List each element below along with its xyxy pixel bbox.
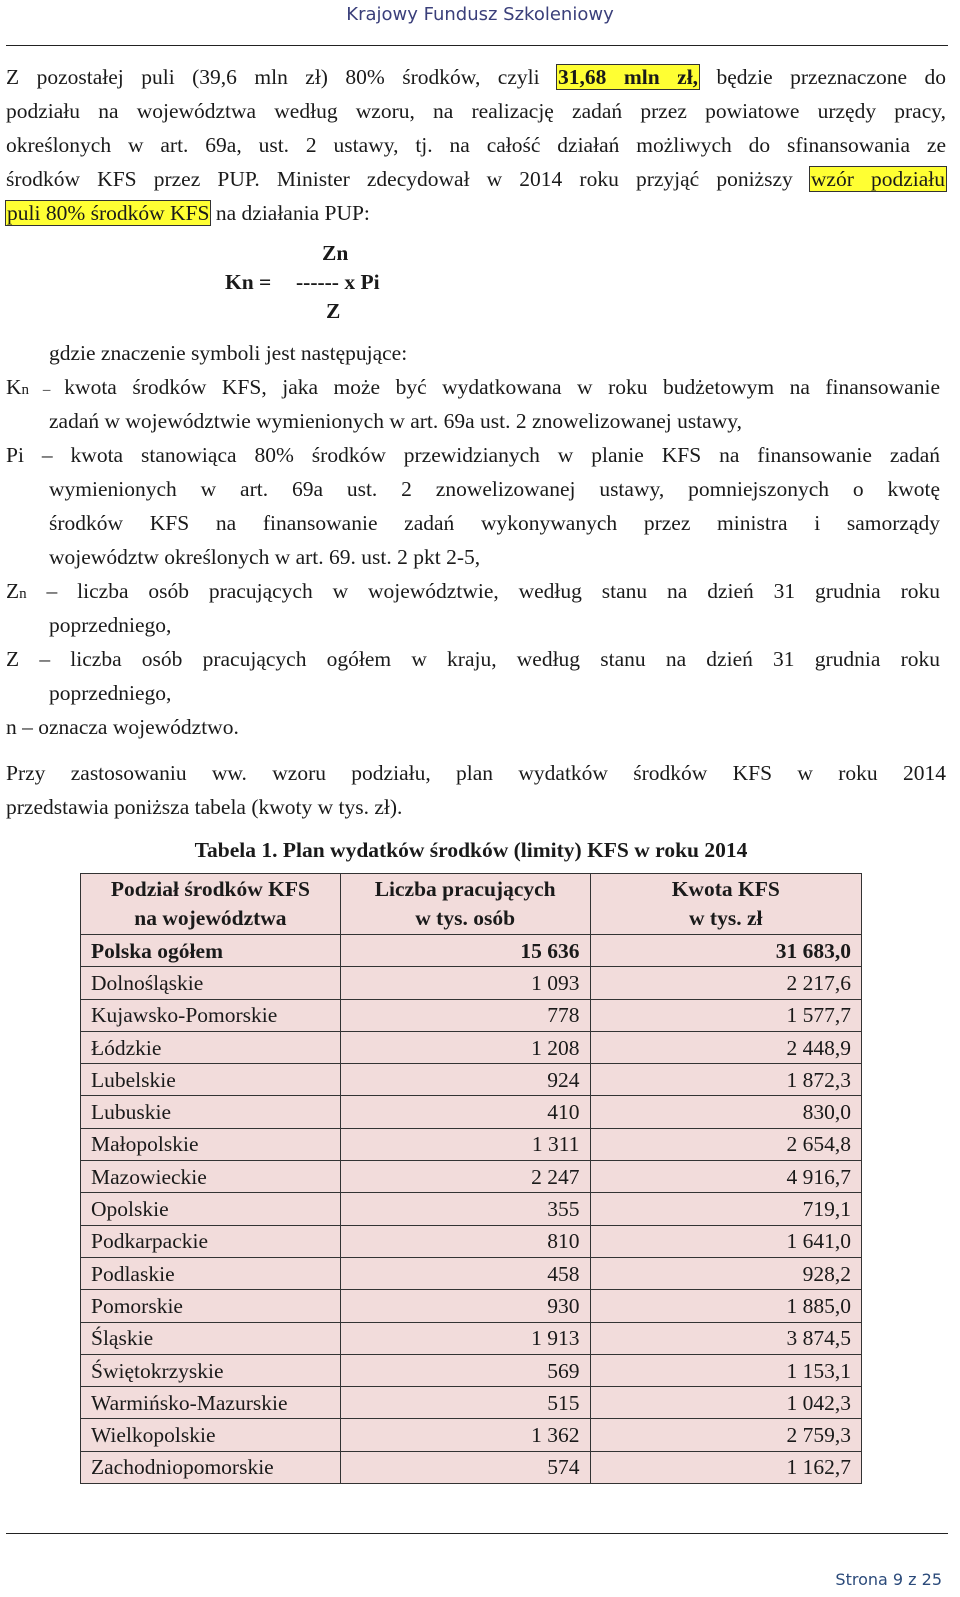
- table-row: [81, 999, 862, 1031]
- table-row: [81, 1290, 862, 1322]
- cell-employed: 810: [340, 1225, 590, 1257]
- cell-region: Opolskie: [81, 1193, 341, 1225]
- summary-line: Przy zastosowaniu ww. wzoru podziału, plan wydatków środków KFS w roku 2014: [6, 761, 946, 785]
- cell-amount: 1 153,1: [590, 1354, 862, 1386]
- cell-amount: 1 641,0: [590, 1225, 862, 1257]
- cell-employed: 15 636: [340, 935, 590, 967]
- intro-line: puli 80% środków KFS na działania PUP:: [7, 201, 370, 225]
- cell-employed: 574: [340, 1451, 590, 1483]
- definitions: [6, 336, 940, 744]
- intro-line: określonych w art. 69a, ust. 2 ustawy, tj. na całość działań możliwych do sfinansowania ze: [6, 133, 946, 157]
- column-header-employed: Liczba pracujących w tys. osób: [340, 874, 590, 935]
- cell-amount: 4 916,7: [590, 1161, 862, 1193]
- cell-region: Mazowieckie: [81, 1161, 341, 1193]
- table-row: [81, 1096, 862, 1128]
- table-row: [81, 1064, 862, 1096]
- intro-line: środków KFS przez PUP. Minister zdecydował w 2014 roku przyjąć poniższy wzór podziału: [6, 167, 945, 191]
- cell-amount: 2 654,8: [590, 1128, 862, 1160]
- formula-lhs: Kn =: [225, 270, 272, 294]
- cell-amount: 830,0: [590, 1096, 862, 1128]
- table-row: [81, 1128, 862, 1160]
- cell-employed: 1 362: [340, 1419, 590, 1451]
- cell-region: Podkarpackie: [81, 1225, 341, 1257]
- cell-region: Łódzkie: [81, 1031, 341, 1063]
- table-row: [81, 1225, 862, 1257]
- table-caption: Tabela 1. Plan wydatków środków (limity) KFS w roku 2014: [194, 838, 748, 862]
- definition-zn: Zn – liczba osób pracujących w województwie, według stanu na dzień 31 grudnia roku poprzedniego,: [6, 579, 941, 637]
- column-header-region: Podział środków KFS na województwa: [81, 874, 341, 935]
- cell-employed: 1 311: [340, 1128, 590, 1160]
- cell-amount: 1 577,7: [590, 999, 862, 1031]
- table-row: [81, 1161, 862, 1193]
- summary-paragraph: [6, 756, 946, 824]
- cell-amount: 719,1: [590, 1193, 862, 1225]
- cell-employed: 2 247: [340, 1161, 590, 1193]
- cell-amount: 1 162,7: [590, 1451, 862, 1483]
- highlight-formula-ref: puli 80% środków KFS: [7, 201, 210, 225]
- table-row: [81, 1257, 862, 1289]
- footer-rule: [6, 1533, 948, 1534]
- table-row: [81, 1451, 862, 1483]
- table-row: [81, 1354, 862, 1386]
- header-rule: [6, 45, 948, 46]
- cell-region: Lubuskie: [81, 1096, 341, 1128]
- cell-employed: 1 208: [340, 1031, 590, 1063]
- table-row: [81, 1031, 862, 1063]
- intro-line: podziału na województwa według wzoru, na realizację zadań przez powiatowe urzędy pracy,: [6, 99, 946, 123]
- cell-employed: 410: [340, 1096, 590, 1128]
- table-row: [81, 967, 862, 999]
- cell-amount: 928,2: [590, 1257, 862, 1289]
- table-header-row: [81, 874, 862, 935]
- allocation-table: [80, 873, 862, 1484]
- table-row: [81, 1419, 862, 1451]
- page-number: Strona 9 z 25: [835, 1570, 942, 1589]
- cell-employed: 569: [340, 1354, 590, 1386]
- highlight-formula-ref: wzór podziału: [810, 167, 945, 191]
- cell-region: Dolnośląskie: [81, 967, 341, 999]
- cell-region: Podlaskie: [81, 1257, 341, 1289]
- cell-employed: 1 093: [340, 967, 590, 999]
- cell-amount: 2 759,3: [590, 1419, 862, 1451]
- table-row: [81, 1387, 862, 1419]
- cell-amount: 1 872,3: [590, 1064, 862, 1096]
- intro-line: Z pozostałej puli (39,6 mln zł) 80% środków, czyli 31,68 mln zł, będzie przeznaczone do: [6, 65, 946, 89]
- definition-n: n – oznacza województwo.: [6, 715, 239, 739]
- cell-employed: 1 913: [340, 1322, 590, 1354]
- cell-amount: 1 885,0: [590, 1290, 862, 1322]
- running-header: Krajowy Fundusz Szkoleniowy: [346, 4, 614, 25]
- cell-region: Lubelskie: [81, 1064, 341, 1096]
- cell-region: Małopolskie: [81, 1128, 341, 1160]
- table-total-row: [81, 935, 862, 967]
- cell-employed: 924: [340, 1064, 590, 1096]
- definition-z: Z – liczba osób pracujących ogółem w kraju, według stanu na dzień 31 grudnia roku poprzedniego,: [6, 647, 941, 705]
- summary-line: przedstawia poniższa tabela (kwoty w tys. zł).: [6, 795, 403, 819]
- highlight-amount: 31,68 mln zł,: [558, 65, 699, 89]
- cell-amount: 1 042,3: [590, 1387, 862, 1419]
- cell-employed: 778: [340, 999, 590, 1031]
- definition-pi: Pi – kwota stanowiąca 80% środków przewidzianych w planie KFS na finansowanie zadań wymienionych w art. 69a ust. 2 znowelizowanej ustawy, pomniejszonych o kwotę środków KFS na finansowanie zadań wykonywanych przez ministra i samorządy województw określonych w art. 69. ust. 2 pkt 2-5,: [6, 443, 940, 569]
- cell-employed: 930: [340, 1290, 590, 1322]
- cell-amount: 2 217,6: [590, 967, 862, 999]
- cell-amount: 31 683,0: [590, 935, 862, 967]
- cell-region: Wielkopolskie: [81, 1419, 341, 1451]
- column-header-amount: Kwota KFS w tys. zł: [590, 874, 862, 935]
- cell-amount: 2 448,9: [590, 1031, 862, 1063]
- cell-region: Kujawsko-Pomorskie: [81, 999, 341, 1031]
- definition-kn: Kn – kwota środków KFS, jaka może być wydatkowana w roku budżetowym na finansowanie zadań w województwie wymienionych w art. 69a ust. 2 znowelizowanej ustawy,: [6, 375, 940, 433]
- cell-region: Zachodniopomorskie: [81, 1451, 341, 1483]
- cell-region: Pomorskie: [81, 1290, 341, 1322]
- cell-region: Polska ogółem: [81, 935, 341, 967]
- definitions-intro: gdzie znaczenie symboli jest następujące:: [49, 341, 408, 365]
- cell-region: Świętokrzyskie: [81, 1354, 341, 1386]
- formula-rhs: ------ x Pi: [296, 270, 380, 294]
- cell-region: Warmińsko-Mazurskie: [81, 1387, 341, 1419]
- formula-numerator: Zn: [322, 241, 349, 265]
- formula-denominator: Z: [326, 299, 341, 323]
- cell-employed: 355: [340, 1193, 590, 1225]
- intro-paragraph: [6, 60, 946, 230]
- cell-region: Śląskie: [81, 1322, 341, 1354]
- cell-amount: 3 874,5: [590, 1322, 862, 1354]
- table-row: [81, 1322, 862, 1354]
- cell-employed: 515: [340, 1387, 590, 1419]
- table-row: [81, 1193, 862, 1225]
- cell-employed: 458: [340, 1257, 590, 1289]
